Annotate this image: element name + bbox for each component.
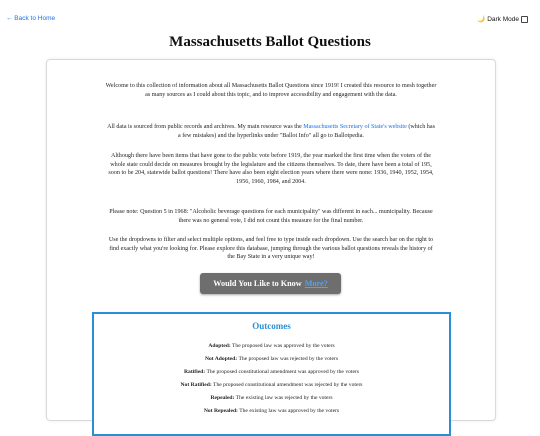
intro-paragraph-3: Although there have been items that have gone to the public vote before 1919, the year marked the first time when the voters of the whole state could decide on measures brought by the legislature and the citizens themselves. To date, there have been a total of 195, soon to be 204, statewide ballot questions! There have also been eight election years where there were none: 1936, 1940, 1952, 1954, 1956, 1960, 1984, and 2004. [108,153,434,185]
outcomes-title: Outcomes [252,321,291,331]
dark-mode-checkbox[interactable] [521,16,528,23]
outcome-adopted [94,343,449,349]
outcome-term: Not Adopted: [204,356,238,362]
outcome-ratified [94,369,449,375]
outcome-desc: The existing law was rejected by the voters [234,395,333,401]
outcome-term: Not Ratified: [180,382,212,388]
outcome-desc: The proposed constitutional amendment was rejected by the voters [211,382,363,388]
outcome-term: Adopted: [208,343,231,349]
intro-paragraph-2 [47,123,495,140]
intro-paragraph-5: Use the dropdowns to filter and select multiple options, and feel free to type inside each dropdown. Use the search bar on the right to find exactly what you're looking for. Please explore this database, jumping through the various ballot questions reveals the history of the Bay State in a very unique way! [108,237,434,261]
outcome-desc: The existing law was approved by the voters [237,408,340,414]
intro-card [46,59,496,421]
outcomes-box [92,312,451,436]
moon-icon: 🌙 [477,16,486,23]
back-to-home-link[interactable]: ← Back to Home [6,15,56,22]
outcome-desc: The proposed law was rejected by the voters [237,356,339,362]
more-link[interactable]: More? [304,279,328,288]
page-title: Massachusetts Ballot Questions [169,34,371,50]
outcome-not-ratified [94,382,449,388]
outcome-desc: The proposed constitutional amendment was approved by the voters [205,369,359,375]
top-bar [0,0,540,30]
dark-mode-toggle[interactable] [477,15,528,23]
outcome-repealed [94,395,449,401]
intro-paragraph-1: Welcome to this collection of information about all Massachusetts Ballot Questions since 1919! I created this resource to mesh together as many sources as I could about this topic, and to improve accessibility and engagement with the data. [105,83,437,98]
outcome-term: Repealed: [210,395,235,401]
dark-mode-label: Dark Mode [487,15,519,23]
outcome-not-adopted [94,356,449,362]
outcome-term: Ratified: [184,369,206,375]
know-more-button[interactable] [200,273,341,294]
intro-paragraph-2-text-end: (which has a few mistakes) and the hyperlinks under "Ballot Info" all go to Ballotpedia. [178,124,435,139]
outcome-not-repealed [94,408,449,414]
know-more-label: Would You Like to Know [213,279,302,288]
intro-paragraph-2-text: All data is sourced from public records and archives. My main resource was the [107,124,304,130]
secretary-of-state-link[interactable]: Massachusetts Secretary of State's website [303,124,407,130]
outcome-term: Not Repealed: [203,408,238,414]
outcome-desc: The proposed law was approved by the voters [230,343,335,349]
intro-paragraph-4: Please note: Question 5 in 1968: "Alcoholic beverage questions for each municipality" was different in each... municipality. Because there was no general vote, I did not count this measure for the final number. [109,209,433,224]
